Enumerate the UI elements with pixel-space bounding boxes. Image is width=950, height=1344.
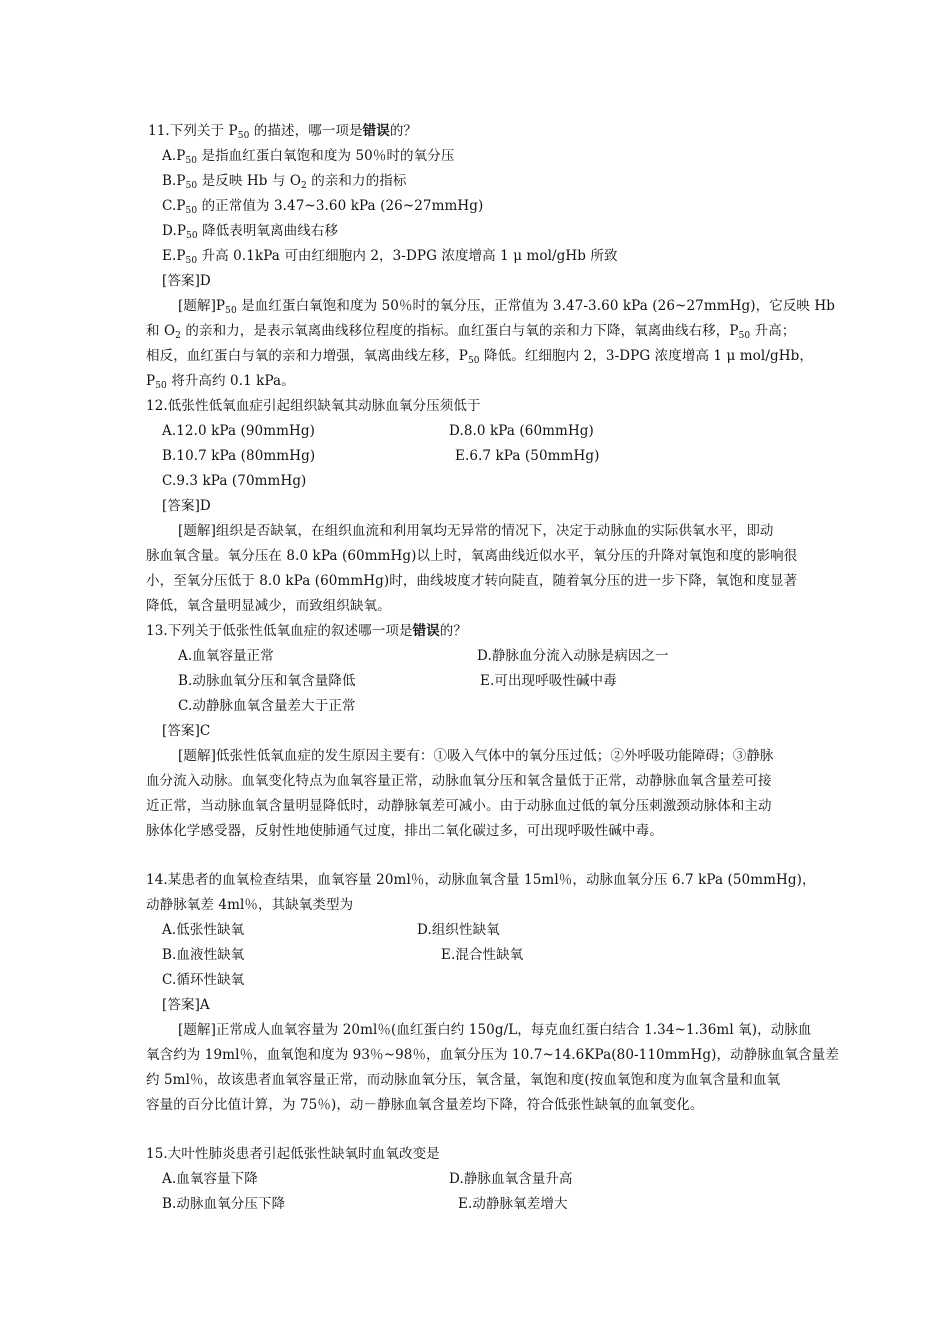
q15-option-b: B.动脉血氧分压下降 [162,1196,286,1212]
q11-explanation-line: 和 $O_2$ 的亲和力，是表示氧离曲线移位程度的指标。血红蛋白与氧的亲和力下降，氧离曲线右移，$P_{50}$ 升高； [146,323,796,341]
q13-option-b: B.动脉血氧分压和氧含量降低 [178,673,356,689]
q14-stem: 动静脉氧差 4ml％，其缺氧类型为 [146,897,354,913]
q11-option-b: $B.P_{50}$ 是反映 Hb 与 $O_2$ 的亲和力的指标 [162,173,407,191]
q15-option-a: A.血氧容量下降 [162,1171,258,1187]
q11-explanation-line: [题解]$P_{50}$ 是血红蛋白氧饱和度为 50％时的氧分压，正常值为 3.47-3.60 kPa (26~27mmHg)，它反映 Hb [178,298,836,316]
q12-stem: 12.低张性低氧血症引起组织缺氧其动脉血氧分压须低于 [146,398,481,414]
q15-option-d: D.静脉血氧含量升高 [449,1171,573,1187]
q13-option-c: C.动静脉血氧含量差大于正常 [178,698,356,714]
q11-stem: 11.下列关于 $P_{50}$ 的描述，哪一项是错误的？ [148,123,418,141]
q12-option-d: D.8.0 kPa (60mmHg) [449,423,594,439]
q13-explanation-line: [题解]低张性低氧血症的发生原因主要有：①吸入气体中的氧分压过低；②外呼吸功能障碍；③静脉 [178,748,774,764]
q13-explanation-line: 血分流入动脉。血氧变化特点为血氧容量正常，动脉血氧分压和氧含量低于正常，动静脉血氧含量差可接 [146,773,772,789]
q14-explanation-line: 容量的百分比值计算，为 75％)，动－静脉血氧含量差均下降，符合低张性缺氧的血氧变化。 [146,1097,704,1113]
q14-option-c: C.循环性缺氧 [162,972,245,988]
q14-option-b: B.血液性缺氧 [162,947,245,963]
q14-option-d: D.组织性缺氧 [417,922,500,938]
q15-stem: 15.大叶性肺炎患者引起低张性缺氧时血氧改变是 [146,1146,440,1162]
q11-option-a: $A.P_{50}$ 是指血红蛋白氧饱和度为 50％时的氧分压 [162,148,455,166]
q14-option-e: E.混合性缺氧 [441,947,524,963]
q14-explanation-line: 约 5ml％，故该患者血氧容量正常，而动脉血氧分压，氧含量，氧饱和度(按血氧饱和度为血氧含量和血氧 [146,1072,781,1088]
q11-answer: [答案]D [162,273,211,289]
q14-answer: [答案]A [162,997,210,1013]
q13-option-a: A.血氧容量正常 [178,648,274,664]
q14-explanation-line: [题解]正常成人血氧容量为 20ml％(血红蛋白约 150g/L，每克血红蛋白结合 1.34~1.36ml 氧)，动脉血 [178,1022,812,1038]
q12-option-e: E.6.7 kPa (50mmHg) [455,448,600,464]
q13-answer: [答案]C [162,723,211,739]
q14-explanation-line: 氧含约为 19ml％，血氧饱和度为 93％~98％，血氧分压为 10.7~14.6KPa(80-110mmHg)，动静脉血氧含量差 [146,1047,839,1063]
q12-explanation-line: 小，至氧分压低于 8.0 kPa (60mmHg)时，曲线坡度才转向陡直，随着氧分压的进一步下降，氧饱和度显著 [146,573,798,589]
q12-answer: [答案]D [162,498,211,514]
q15-option-e: E.动静脉氧差增大 [458,1196,568,1212]
q11-option-c: $C.P_{50}$ 的正常值为 3.47~3.60 kPa (26~27mmHg) [162,198,484,216]
q12-explanation-line: 降低，氧含量明显减少，而致组织缺氧。 [146,598,391,614]
q12-explanation-line: 脉血氧含量。氧分压在 8.0 kPa (60mmHg)以上时，氧离曲线近似水平，氧分压的升降对氧饱和度的影响很 [146,548,798,564]
q13-option-d: D.静脉血分流入动脉是病因之一 [477,648,669,664]
q13-explanation-line: 脉体化学感受器，反射性地使肺通气过度，排出二氧化碳过多，可出现呼吸性碱中毒。 [146,823,663,839]
q11-explanation-line: $P_{50}$ 将升高约 0.1 kPa。 [146,373,295,391]
q13-stem: 13.下列关于低张性低氧血症的叙述哪一项是错误的？ [146,623,467,639]
q11-option-d: $D.P_{50}$ 降低表明氧离曲线右移 [162,223,339,241]
q13-option-e: E.可出现呼吸性碱中毒 [480,673,617,689]
q14-option-a: A.低张性缺氧 [162,922,245,938]
q11-explanation-line: 相反，血红蛋白与氧的亲和力增强，氧离曲线左移，$P_{50}$ 降低。红细胞内 2，3-DPG 浓度增高 1 μ mol/gHb， [146,348,813,366]
q13-explanation-line: 近正常，当动脉血氧含量明显降低时，动静脉氧差可减小。由于动脉血过低的氧分压刺激颈动脉体和主动 [146,798,772,814]
q12-option-c: C.9.3 kPa (70mmHg) [162,473,307,489]
q12-option-b: B.10.7 kPa (80mmHg) [162,448,316,464]
q11-option-e: $E.P_{50}$ 升高 0.1kPa 可由红细胞内 2，3-DPG 浓度增高 1 μ mol/gHb 所致 [162,248,618,266]
q12-option-a: A.12.0 kPa (90mmHg) [162,423,316,439]
q12-explanation-line: [题解]组织是否缺氧，在组织血流和利用氧均无异常的情况下，决定于动脉血的实际供氧水平，即动 [178,523,774,539]
q14-stem: 14.某患者的血氧检查结果，血氧容量 20ml％，动脉血氧含量 15ml％，动脉血氧分压 6.7 kPa (50mmHg)， [146,872,816,888]
